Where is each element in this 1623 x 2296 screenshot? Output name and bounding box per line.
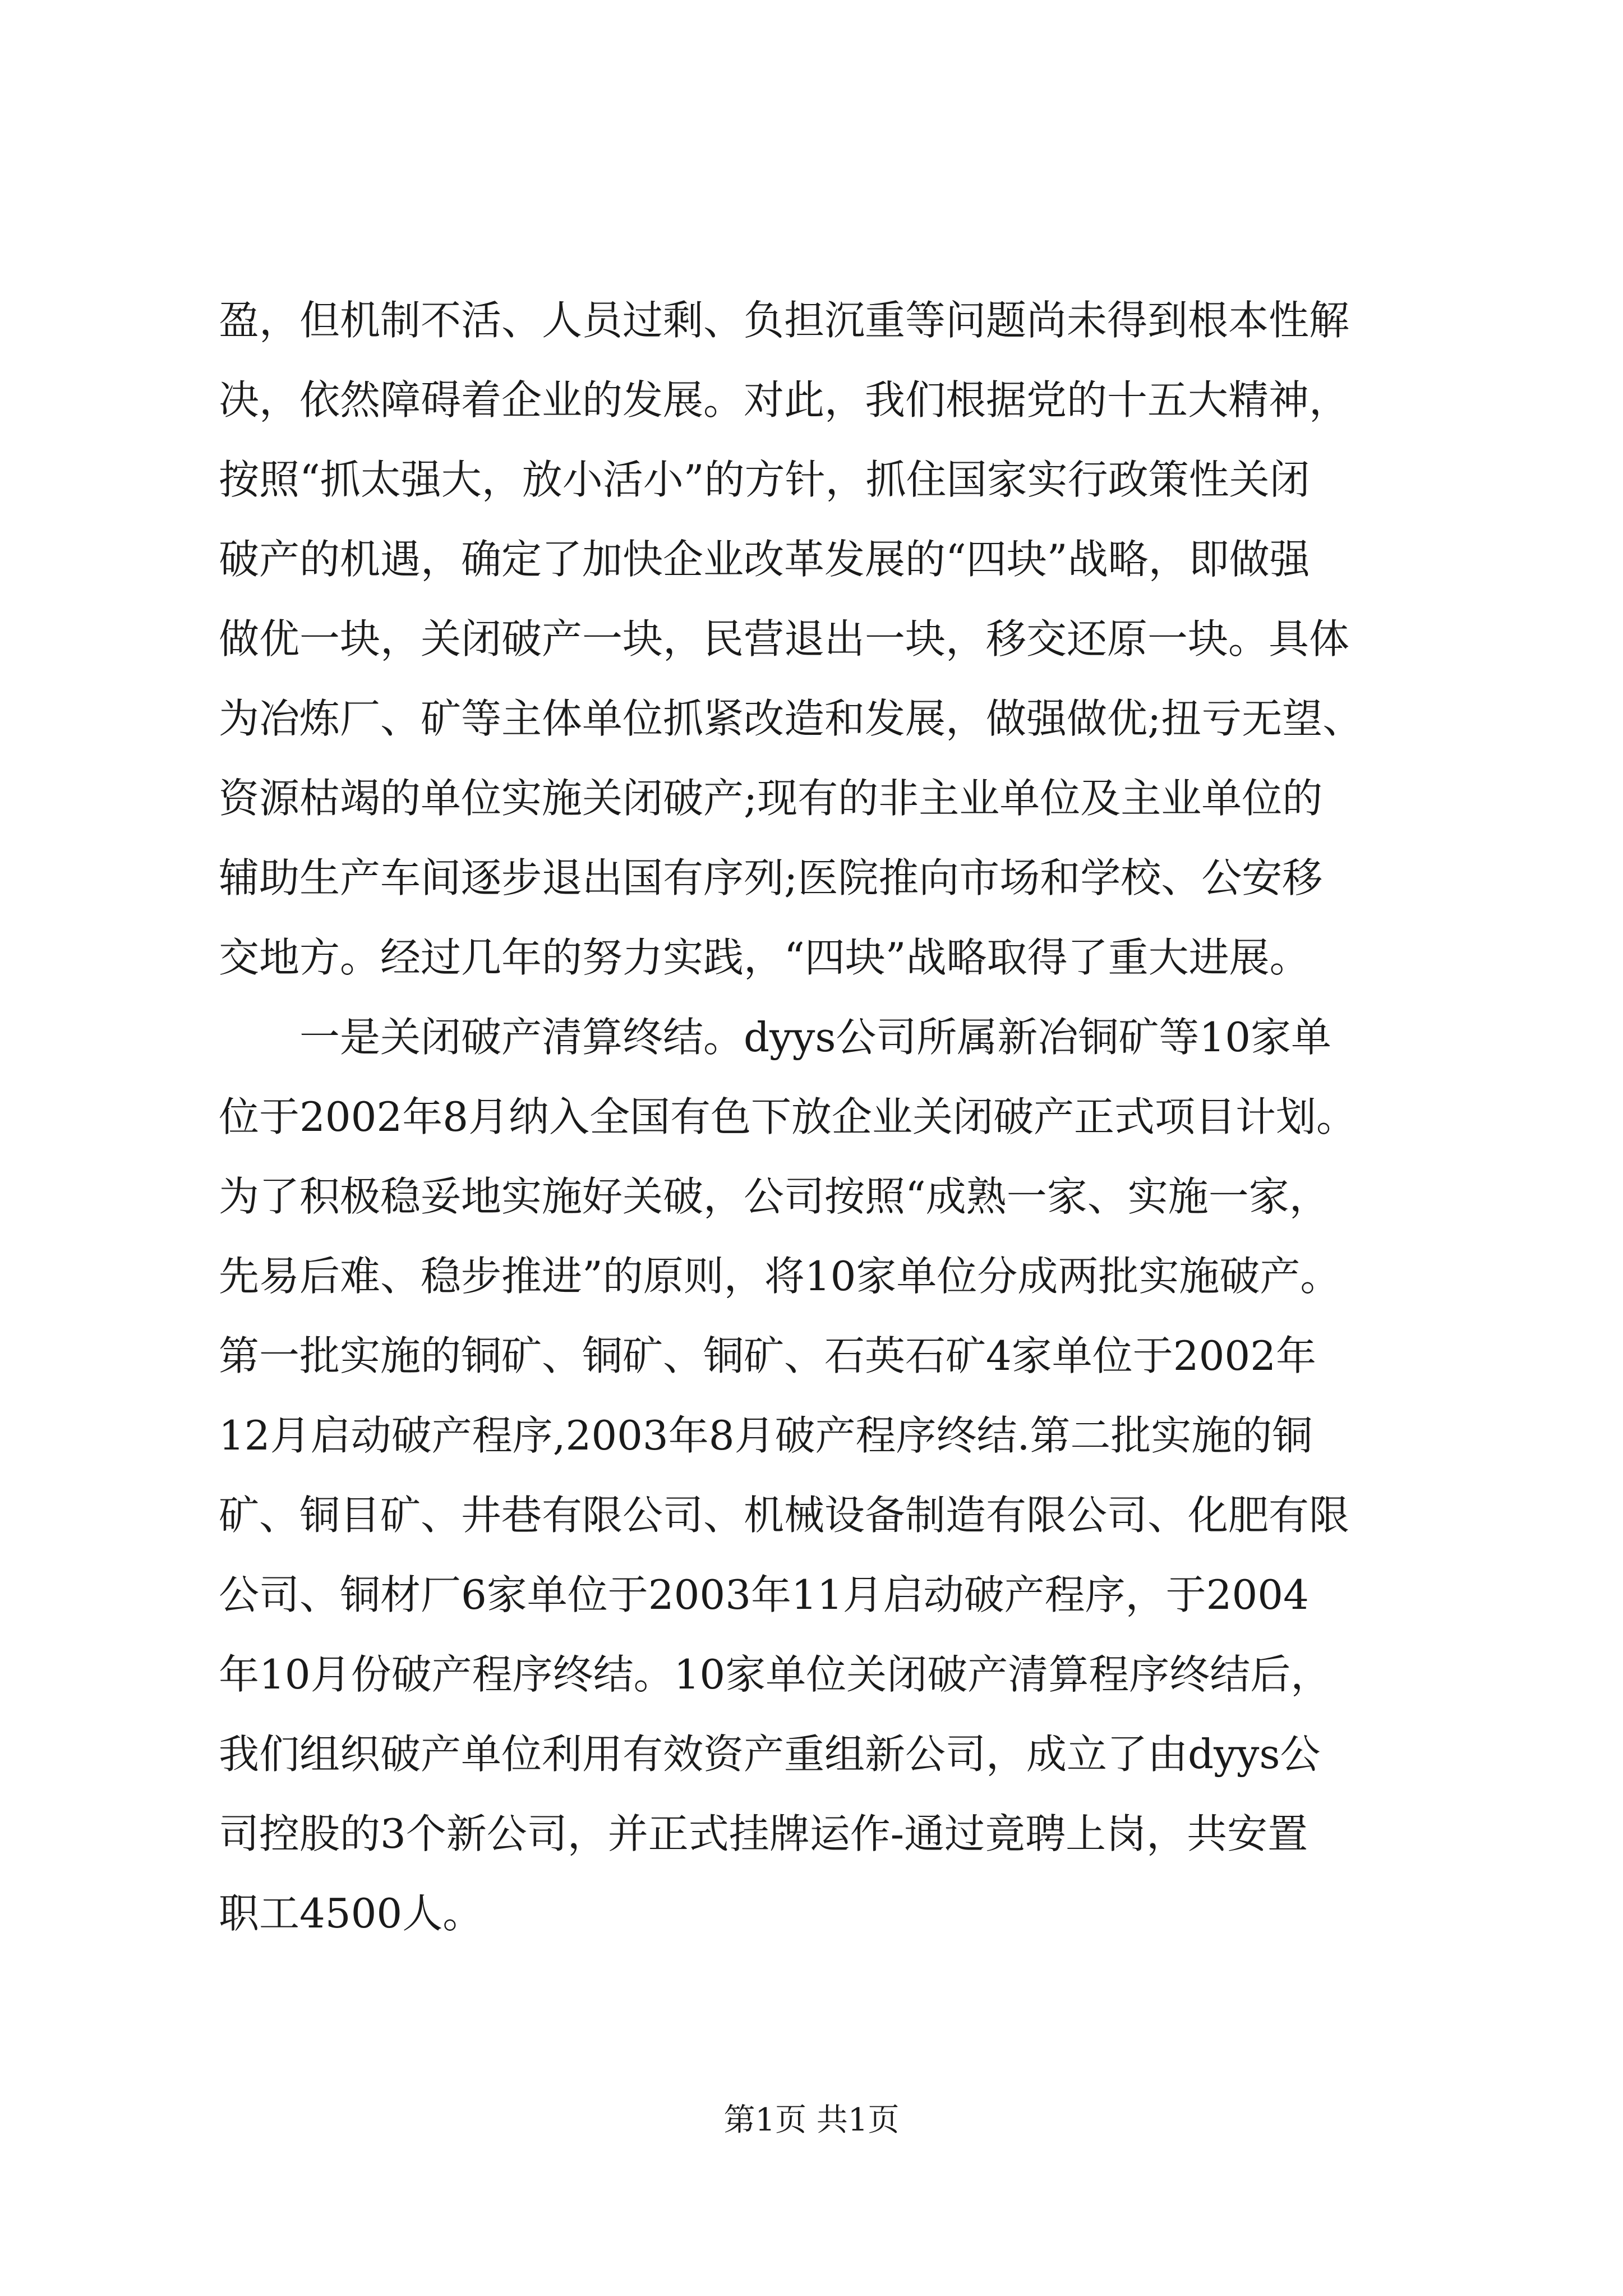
text-line: 按照“抓太强大，放小活小”的方针，抓住国家实行政策性关闭 xyxy=(219,456,1310,503)
text-line: 为冶炼厂、矿等主体单位抓紧改造和发展，做强做优;扭亏无望、 xyxy=(219,695,1363,742)
text-line: 一是关闭破产清算终结。dyys公司所属新冶铜矿等10家单 xyxy=(219,1014,1332,1061)
text-line: 矿、铜目矿、井巷有限公司、机械设备制造有限公司、化肥有限 xyxy=(219,1492,1350,1539)
text-line: 为了积极稳妥地实施好关破，公司按照“成熟一家、实施一家， xyxy=(219,1173,1330,1220)
text-line: 公司、铜材厂6家单位于2003年11月启动破产程序，于2004 xyxy=(219,1571,1309,1618)
text-line: 资源枯竭的单位实施关闭破产;现有的非主业单位及主业单位的 xyxy=(219,775,1323,822)
text-line: 破产的机遇，确定了加快企业改革发展的“四块”战略，即做强 xyxy=(219,536,1310,583)
document-text xyxy=(219,280,1408,1953)
text-line: 先易后难、稳步推进”的原则，将10家单位分成两批实施破产。 xyxy=(219,1253,1341,1300)
text-line: 司控股的3个新公司，并正式挂牌运作-通过竟聘上岗，共安置 xyxy=(219,1810,1308,1857)
page-footer xyxy=(0,2098,1623,2143)
text-line: 第一批实施的铜矿、铜矿、铜矿、石英石矿4家单位于2002年 xyxy=(219,1332,1317,1379)
text-line: 位于2002年8月纳入全国有色下放企业关闭破产正式项目计划。 xyxy=(219,1093,1357,1140)
text-line: 辅助生产车间逐步退出国有序列;医院推向市场和学校、公安移 xyxy=(219,854,1323,901)
text-line: 盈，但机制不活、人员过剩、负担沉重等问题尚未得到根本性解 xyxy=(219,297,1350,344)
text-line: 年10月份破产程序终结。10家单位关闭破产清算程序终结后， xyxy=(219,1651,1331,1698)
text-line: 决，依然障碍着企业的发展。对此，我们根据党的十五大精神， xyxy=(219,376,1350,424)
text-line: 交地方。经过几年的努力实践，“四块”战略取得了重大进展。 xyxy=(219,934,1310,981)
text-line: 我们组织破产单位利用有效资产重组新公司，成立了由dyys公 xyxy=(219,1731,1321,1778)
text-line: 12月启动破产程序,2003年8月破产程序终结.第二批实施的铜 xyxy=(219,1412,1313,1459)
text-line: 职工4500人。 xyxy=(219,1890,483,1937)
document-body xyxy=(219,280,1408,1953)
page-number: 第1页 共1页 xyxy=(723,2102,900,2138)
text-line: 做优一块，关闭破产一块，民营退出一块，移交还原一块。具体 xyxy=(219,615,1350,662)
